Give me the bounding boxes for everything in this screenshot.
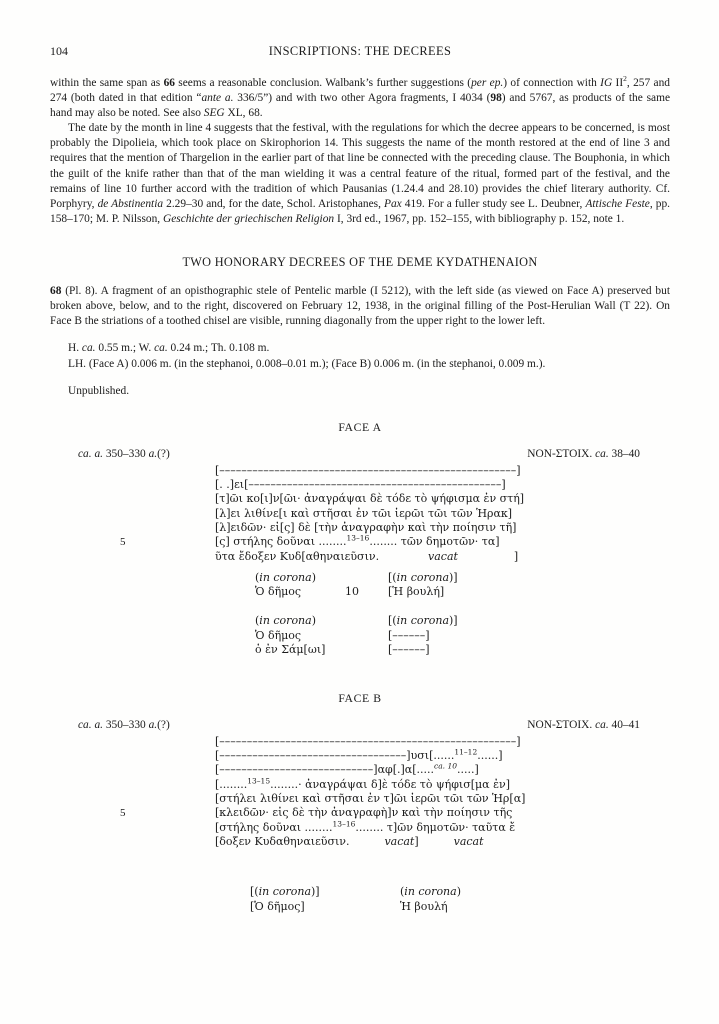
- inscription-line: [215, 792, 670, 806]
- corona-line-number: [345, 629, 388, 644]
- corona-row: [255, 629, 670, 644]
- line-text: [ς] στήλης δοῦναι ........$^{13-16}$........ τῶν δημοτῶν· τα]: [215, 533, 500, 549]
- corona-text-right: [––––––]: [388, 628, 430, 642]
- page-number: 104: [50, 44, 68, 58]
- face-a-coronae: [255, 571, 670, 658]
- corona-label-left: [(in corona)]: [250, 885, 320, 899]
- corona-row: [250, 900, 670, 915]
- entry-68-description: 68 (Pl. 8). A fragment of an opisthographic stele of Pentelic marble (I 5212), with the left side (as viewed on Face A) preserved but broken above, below, and to the right, discovered on February 12, 1938, in the original filling of the Post-Herulian Wall (T 22). On Face B the striations of a toothed chisel are visible, running diagonally from the upper right to the lower left.: [50, 284, 670, 328]
- inscription-line: [215, 507, 670, 521]
- face-a-stoichedon-note: ΝΟΝ-ΣΤΟΙΧ. ca. 38–40: [527, 447, 640, 460]
- face-b-stoichedon-note: ΝΟΝ-ΣΤΟΙΧ. ca. 40–41: [527, 718, 640, 731]
- face-a-inscription: [120, 463, 670, 564]
- line-text: [λ]ει λιθίνε[ι καὶ στῆσαι ἐν τῶι ἱερῶι τῶι τῶν Ἡρακ]: [215, 506, 513, 520]
- line-text: [––––––––––––––––––––––––––––––––––]υσι[......$^{11-12}$......]: [215, 747, 503, 763]
- inscription-line: [215, 521, 670, 535]
- corona-line-number: [345, 571, 388, 586]
- line-text: [––––––––––––––––––––––––––––]αφ[.]α[.....$^{ca. 10}$.....]: [215, 761, 479, 777]
- line-text: [........$^{13-15}$........· ἀναγράψαι δ]ὲ τόδε τὸ ψήφισ[μα ἐν]: [215, 776, 510, 791]
- inscription-line: [120, 806, 670, 820]
- face-a-date: ca. a. 350–330 a.(?): [78, 447, 170, 460]
- line-text: [τ]ῶι κο[ι]ν[ῶι· ἀναγράψαι δὲ τόδε τὸ ψήφισμα ἐν στή]: [215, 492, 525, 506]
- corona-row: [255, 643, 670, 658]
- publication-status: Unpublished.: [68, 384, 130, 397]
- corona-text-right: Ἡ βουλή: [400, 899, 448, 913]
- corona-line-number: [345, 614, 388, 629]
- corona-line-number: 10: [345, 585, 359, 599]
- inscription-line: [215, 464, 670, 478]
- corona-row: [255, 571, 670, 586]
- corona-label-left: (in corona): [255, 614, 316, 628]
- corona-text-left: Ὁ δῆμος: [255, 585, 302, 599]
- line-text: [στήλης δοῦναι ........$^{13-16}$........ τ]ῶν δημοτῶν· ταῦτα ἔ: [215, 818, 516, 834]
- inscription-line: [215, 735, 670, 749]
- page-header: [50, 44, 670, 60]
- face-b-date: ca. a. 350–330 a.(?): [78, 718, 170, 731]
- inscription-line: [215, 478, 670, 492]
- line-text: [στήλει λιθίνει καὶ στῆσαι ἐν τ]ῶι ἱερῶι τῶι τῶν Ἡρ[α]: [215, 792, 526, 806]
- inscription-line: [120, 533, 670, 549]
- paragraph-date-discussion: The date by the month in line 4 suggests that the festival, with the regulations for which the decree appears to be concerned, is most probably the Dipolieia, which took place on Skirophorion 14. This suggests the name of the month restored at the end of line 3 and requires that the mention of Thargelion in the earlier part of that line be connected with the preceding clause. The Bouphonia, in which the guilt of the knife rather than that of the man wielding it was a central feature of the ritual, formed part of the festival, and the remains of line 10 further accord with the tradition of which Pausanias (1.24.4 and 28.10) provides the chief literary authority. Cf. Porphyry, de Abstinentia 2.29–30 and, for the date, Schol. Aristophanes, Pax 419. For a fuller study see L. Deubner, Attische Feste, pp. 158–170; M. P. Nilsson, Geschichte der griechischen Religion I, 3rd ed., 1967, pp. 152–155, with bibliography p. 152, note 1.: [50, 122, 671, 225]
- corona-row: [250, 885, 670, 900]
- face-a-date-row: [50, 448, 670, 460]
- line-number: 5: [120, 536, 126, 549]
- line-text: [λ]ειδῶν· εἰ[ς] δὲ [τὴν ἀναγραφὴν καὶ τὴν ποίησιν τῆ]: [215, 521, 517, 534]
- corona-text-left: [Ὁ δῆμος]: [250, 899, 305, 913]
- corona-text-left: Ὁ δῆμος: [255, 628, 302, 642]
- letter-heights-line: LH. (Face A) 0.006 m. (in the stephanoi, 0.008–0.01 m.); (Face B) 0.006 m. (in the stephanoi, 0.009 m.).: [68, 357, 546, 370]
- corona-line-number: [345, 643, 388, 658]
- corona-text-left: ὁ ἐν Σάμ[ωι]: [255, 643, 326, 657]
- corona-text-right: [––––––]: [388, 643, 430, 657]
- line-text: [––––––––––––––––––––––––––––––––––––––––––––––––––––––]: [215, 463, 521, 477]
- inscription-line: [215, 778, 670, 792]
- corona-label-right: [(in corona)]: [388, 570, 458, 584]
- inscription-line: [215, 492, 670, 506]
- line-text: [κλειδῶν· εἰς δὲ τὴν ἀναγραφὴ]ν καὶ τὴν ποίησιν τῆς: [215, 806, 513, 820]
- corona-row: [255, 585, 670, 600]
- corona-text-right: [Ἡ βουλή]: [388, 585, 445, 599]
- line-text: ῦτα ἔδοξεν Κυδ[αθηναιεῦσιν. vacat ]: [215, 549, 519, 563]
- corona-label-left: (in corona): [255, 570, 316, 584]
- face-b-inscription: [120, 734, 670, 849]
- face-b-date-row: [50, 719, 670, 731]
- inscription-line: [215, 818, 670, 835]
- paragraph-walbank-suggestions: within the same span as 66 seems a reasonable conclusion. Walbank’s further suggestions (per ep.) of connection with IG $II^2$, 257 and 274 (both dated in that edition “ante a. 336/5”) and with two other Agora fragments, I 4034 (98) and 5767, as products of the same hand may also be noted. See also SEG XL, 68.: [50, 74, 671, 120]
- corona-label-right: [(in corona)]: [388, 614, 458, 628]
- corona-row: [255, 614, 670, 629]
- corona-label-right: (in corona): [400, 885, 461, 899]
- face-a-heading: FACE A: [338, 420, 382, 434]
- inscription-line: [215, 835, 670, 849]
- line-text: [δοξεν Κυδαθηναιεῦσιν. vacat] vacat: [215, 834, 484, 848]
- line-number: 5: [120, 807, 126, 820]
- measurements-block: [68, 341, 670, 372]
- running-head: INSCRIPTIONS: THE DECREES: [268, 44, 452, 58]
- inscription-line: [215, 763, 670, 777]
- face-b-coronae: [250, 885, 670, 914]
- face-b-heading: FACE B: [338, 691, 382, 705]
- section-title: TWO HONORARY DECREES OF THE DEME KYDATHENAION: [182, 254, 538, 269]
- line-text: [––––––––––––––––––––––––––––––––––––––––––––––––––––––]: [215, 734, 521, 748]
- dimensions-line: H. ca. 0.55 m.; W. ca. 0.24 m.; Th. 0.108 m.: [68, 342, 270, 355]
- line-text: [. .]ει[––––––––––––––––––––––––––––––––––––––––––––––]: [215, 478, 506, 492]
- inscription-line: [215, 550, 670, 564]
